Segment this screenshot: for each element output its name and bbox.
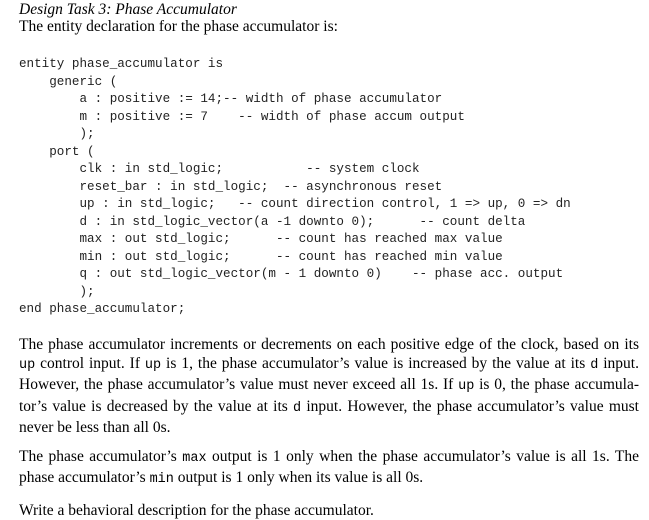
code-line: port ( bbox=[19, 144, 95, 159]
code-line: reset_bar : in std_logic; -- asynchronous reset bbox=[19, 179, 443, 194]
task-title: Design Task 3: Phase Accumulator bbox=[19, 1, 237, 18]
task-instruction bbox=[19, 501, 639, 520]
code-line: ); bbox=[19, 284, 95, 299]
inline-code: d bbox=[590, 358, 599, 374]
code-line: entity phase_accumulator is bbox=[19, 57, 224, 71]
code-line: end phase_accumulator; bbox=[19, 302, 186, 316]
inline-code: d bbox=[293, 400, 302, 416]
code-line: clk : in std_logic; -- system clock bbox=[19, 162, 420, 176]
inline-code: up bbox=[144, 358, 162, 374]
inline-code: up bbox=[19, 358, 36, 374]
paragraph-line: never be less than all 0s. bbox=[19, 418, 171, 436]
code-line: max : out std_logic; -- count has reached max value bbox=[19, 232, 503, 246]
code-line: m : positive := 7 -- width of phase accum output bbox=[19, 109, 465, 124]
inline-code: min bbox=[149, 472, 174, 488]
code-line: ); bbox=[19, 127, 95, 141]
code-line: min : out std_logic; -- count has reached min value bbox=[19, 249, 503, 264]
paragraph-line: The phase accumulator increments or decrements on each positive edge of the clock, based on its bbox=[19, 336, 639, 353]
code-line: a : positive := 14;-- width of phase accumulator bbox=[19, 92, 443, 106]
paragraph-line: The phase accumulator’s max output is 1 only when the phase accumulator’s value is all 1s. The bbox=[19, 448, 639, 466]
code-line: q : out std_logic_vector(m - 1 downto 0) -- phase acc. output bbox=[19, 267, 564, 281]
output-description-paragraph bbox=[19, 447, 639, 489]
code-line: up : in std_logic; -- count direction control, 1 => up, 0 => dn bbox=[19, 197, 571, 211]
paragraph-line: up control input. If up is 1, the phase accumulator’s value is increased by the value at its d input. bbox=[19, 355, 639, 374]
code-line: generic ( bbox=[19, 74, 118, 89]
vhdl-code-block bbox=[19, 56, 571, 319]
paragraph-line: tor’s value is decreased by the value at its d input. However, the phase accumulator’s value must bbox=[19, 397, 639, 416]
paragraph-line: Write a behavioral description for the phase accumulator. bbox=[19, 502, 374, 519]
code-line: d : in std_logic_vector(a -1 downto 0); -- count delta bbox=[19, 214, 526, 229]
inline-code: max bbox=[182, 451, 207, 466]
paragraph-line: However, the phase accumulator’s value must never exceed all 1s. If up is 0, the phase accumula- bbox=[19, 376, 639, 395]
paragraph-line: phase accumulator’s min output is 1 only when its value is all 0s. bbox=[19, 469, 424, 488]
description-paragraph bbox=[19, 335, 639, 437]
intro-text: The entity declaration for the phase accumulator is: bbox=[19, 18, 338, 35]
inline-code: up bbox=[458, 379, 475, 395]
